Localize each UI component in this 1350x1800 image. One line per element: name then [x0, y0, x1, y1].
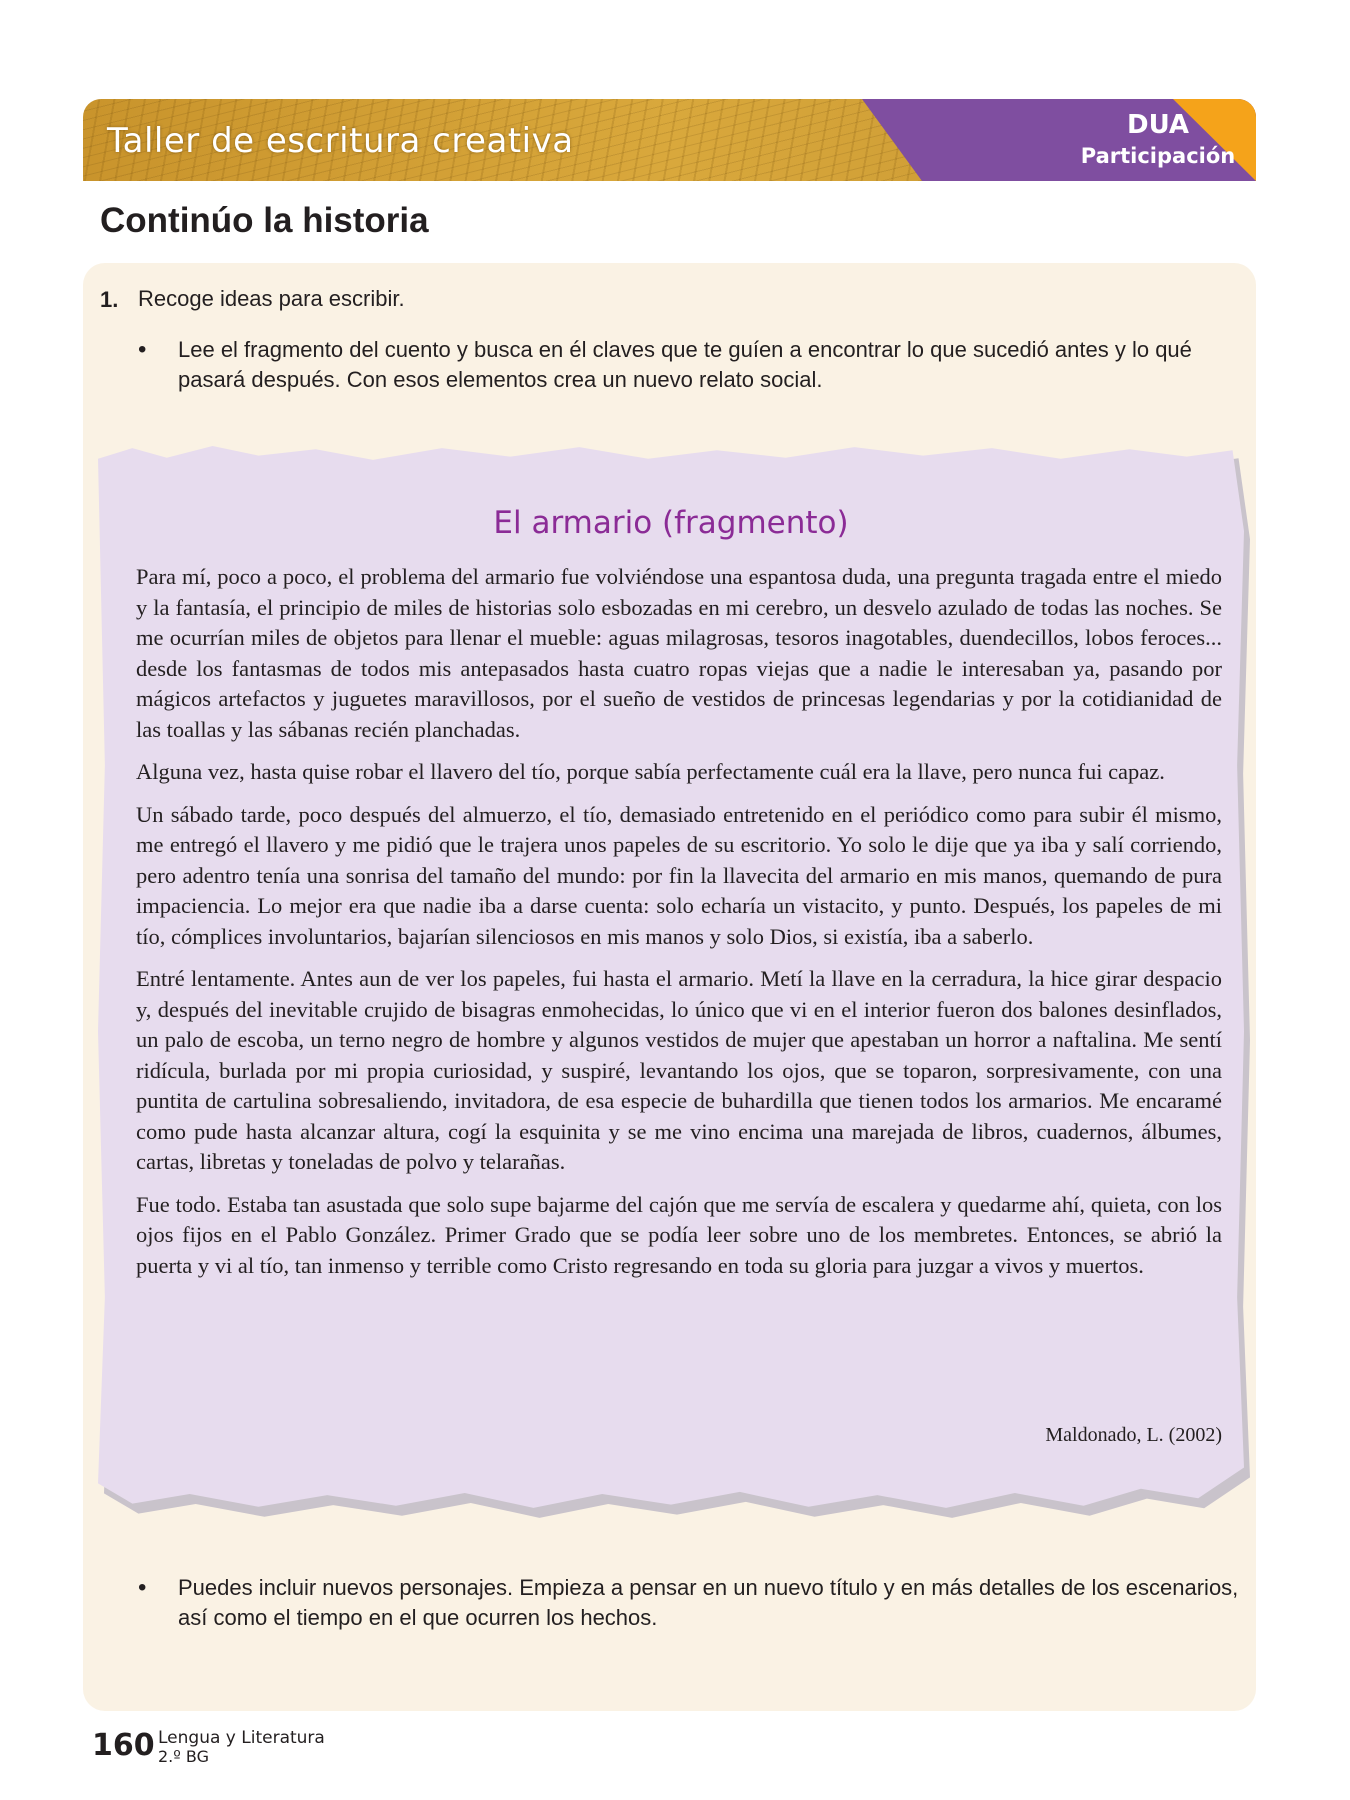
activity-number: 1.: [100, 287, 119, 312]
footer-subject: Lengua y Literatura: [158, 1728, 325, 1748]
story-paragraph: Entré lentamente. Antes aun de ver los papeles, fui hasta el armario. Metí la llave en la cerradura, la hice girar despacio y, después del inevitable crujido de bisagras enmohecidas, lo único que vi en el interior fueron dos balones desinflados, un palo de escoba, un terno negro de hombre y algunos vestidos de mujer que apestaban un horror a naftalina. Me sentí ridícula, burlada por mi propia curiosidad, y suspiré, levantando los ojos, que se toparon, sorpresivamente, con una puntita de cartulina sobresaliendo, invitadora, de esa especie de buhardilla que tienen todos los armarios. Me encaramé como pude hasta alcanzar altura, cogí la esquinita y se me vino encima una marejada de libros, cuadernos, álbumes, cartas, libretas y toneladas de polvo y telarañas.: [136, 966, 1222, 1174]
dua-badge-title: DUA: [1126, 110, 1190, 140]
page-title: Continúo la historia: [100, 201, 429, 240]
story-text: [136, 562, 1222, 1293]
story-paragraph: Un sábado tarde, poco después del almuerzo, el tío, demasiado entretenido en el periódico como para subir él mismo, me entregó el llavero y me pidió que le trajera unos papeles de su escritorio. Yo solo le dije que ya iba y salí corriendo, pero adentro tenía una sonrisa del tamaño del mundo: por fin la llavecita del armario en mis manos, quemando de pura impaciencia. Lo mejor era que nadie iba a darse cuenta: solo echaría un vistacito, y punto. Después, los papeles de mi tío, cómplices involuntarios, bajarían silenciosos en mis manos y solo Dios, si existía, iba a saberlo.: [136, 801, 1222, 949]
bullet-instruction-1: Lee el fragmento del cuento y busca en él claves que te guíen a encontrar lo que sucedió antes y lo qué pasará después. Con esos elementos crea un nuevo relato social.: [178, 337, 1192, 392]
bullet-marker: •: [138, 336, 147, 363]
bullet-instruction-2: Puedes incluir nuevos personajes. Empieza a pensar en un nuevo título y en más detalles de los escenarios, así como el tiempo en el que ocurren los hechos.: [178, 1575, 1239, 1630]
activity-instruction: Recoge ideas para escribir.: [138, 286, 405, 311]
story-citation: Maldonado, L. (2002): [1045, 1424, 1222, 1446]
footer-grade: 2.º BG: [158, 1747, 209, 1766]
story-title: El armario (fragmento): [493, 505, 849, 541]
dua-badge-subtitle: Participación: [1080, 144, 1236, 168]
page-number: 160: [92, 1728, 155, 1763]
bullet-marker: •: [138, 1574, 147, 1601]
story-paragraph: Alguna vez, hasta quise robar el llavero del tío, porque sabía perfectamente cuál era la llave, pero nunca fui capaz.: [136, 759, 1165, 784]
story-paragraph: Para mí, poco a poco, el problema del armario fue volviéndose una espantosa duda, una pregunta tragada entre el miedo y la fantasía, el principio de miles de historias solo esbozadas en mi cerebro, un desvelo azulado de todas las noches. Se me ocurrían miles de objetos para llenar el mueble: aguas milagrosas, tesoros inagotables, duendecillos, lobos feroces... desde los fantasmas de todos mis antepasados hasta cuatro ropas viejas que a nadie le interesaban ya, pasando por mágicos artefactos y juguetes maravillosos, por el sueño de vestidos de princesas legendarias y por la cotidianidad de las toallas y las sábanas recién planchadas.: [136, 564, 1222, 742]
story-paragraph: Fue todo. Estaba tan asustada que solo supe bajarme del cajón que me servía de escalera y quedarme ahí, quieta, con los ojos fijos en el Pablo González. Primer Grado que se podía leer sobre uno de los membretes. Entonces, se abrió la puerta y vi al tío, tan inmenso y terrible como Cristo regresando en toda su gloria para juzgar a vivos y muertos.: [136, 1191, 1222, 1278]
section-banner: [83, 99, 1256, 181]
banner-title: Taller de escritura creativa: [107, 121, 574, 161]
